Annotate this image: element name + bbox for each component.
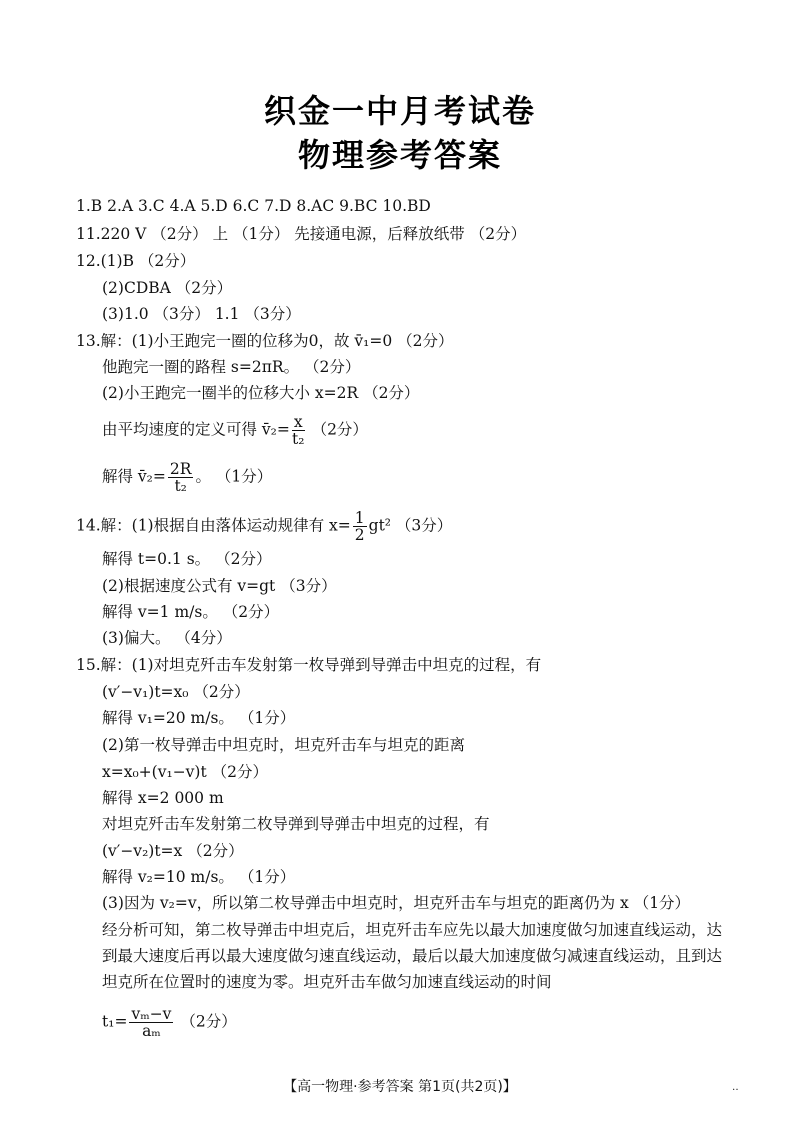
answer-line-q13-1: 13.解：(1)小王跑完一圈的位移为0，故 v̄₁=0 （2分）: [76, 332, 454, 350]
answer-line-q14-3: (2)根据速度公式有 v=gt （3分）: [102, 577, 337, 595]
answer-line-q15-13: 坦克所在位置时的速度为零。坦克歼击车做匀加速直线运动的时间: [102, 973, 552, 991]
corner-mark: ‥: [732, 1082, 739, 1093]
fraction: [129, 1006, 173, 1039]
answer-line-q15-9: 解得 v₂=10 m/s。 （1分）: [102, 868, 296, 886]
fraction: [292, 414, 305, 447]
answer-line-q15-4: (2)第一枚导弹击中坦克时，坦克歼击车与坦克的距离: [102, 736, 465, 754]
fraction-denominator: t₂: [292, 430, 305, 448]
answer-line-q15-7: 对坦克歼击车发射第二枚导弹到导弹击中坦克的过程，有: [102, 815, 490, 833]
answer-line-q15-6: 解得 x=2 000 m: [102, 789, 224, 807]
document-title: 织金一中月考试卷: [263, 92, 536, 130]
answer-line-q15-12: 到最大速度后再以最大速度做匀速直线运动，最后以最大加速度做匀减速直线运动，且到达: [102, 947, 723, 965]
answer-line-q12-1: 12.(1)B （2分）: [76, 252, 196, 270]
answer-line-q15-14: [102, 1006, 237, 1039]
fraction: [168, 461, 194, 494]
answer-line-q14-4: 解得 v=1 m/s。 （2分）: [102, 603, 280, 621]
answer-line-q15-1: 15.解：(1)对坦克歼击车发射第一枚导弹到导弹击中坦克的过程，有: [76, 656, 542, 674]
formula-text: 14.解：(1)根据自由落体运动规律有 x=: [76, 516, 351, 535]
fraction: [353, 510, 367, 543]
score-note: gt² （3分）: [368, 516, 453, 535]
answer-line-choices: 1.B 2.A 3.C 4.A 5.D 6.C 7.D 8.AC 9.BC 10.BD: [76, 197, 431, 215]
answer-line-q13-3: (2)小王跑完一圈半的位移大小 x=2R （2分）: [102, 384, 420, 402]
formula-text: 解得 v̄₂=: [102, 467, 166, 486]
answer-line-q13-5: [102, 461, 272, 494]
fraction-numerator: 1: [354, 509, 365, 527]
answer-line-q15-8: (v′−v₂)t=x （2分）: [102, 842, 244, 860]
fraction-numerator: x: [293, 413, 303, 431]
fraction-denominator: 2: [354, 526, 365, 544]
answer-line-q12-2: (2)CDBA （2分）: [102, 279, 233, 297]
fraction-numerator: vₘ−v: [131, 1005, 172, 1023]
answer-line-q13-4: [102, 414, 368, 447]
answer-line-q15-10: (3)因为 v₂=v，所以第二枚导弹击中坦克时，坦克歼击车与坦克的距离仍为 x （1分）: [102, 894, 691, 912]
fraction-numerator: 2R: [169, 460, 192, 478]
score-note: （2分）: [306, 420, 368, 439]
answer-line-q14-2: 解得 t=0.1 s。 （2分）: [102, 550, 272, 568]
fraction-denominator: t₂: [174, 477, 187, 495]
document-subtitle: 物理参考答案: [297, 136, 502, 174]
answer-line-q15-11: 经分析可知，第二枚导弹击中坦克后，坦克歼击车应先以最大加速度做匀加速直线运动，达: [102, 921, 723, 939]
formula-text: t₁=: [102, 1012, 128, 1031]
answer-line-q15-2: (v′−v₁)t=x₀ （2分）: [102, 683, 250, 701]
answer-line-q14-1: [76, 510, 452, 543]
formula-text: 由平均速度的定义可得 v̄₂=: [102, 420, 290, 439]
answer-line-q15-5: x=x₀+(v₁−v)t （2分）: [102, 763, 268, 781]
score-note: （2分）: [175, 1012, 237, 1031]
fraction-denominator: aₘ: [142, 1022, 161, 1040]
score-note: 。 （1分）: [195, 467, 273, 486]
page-footer: 【高一物理·参考答案 第1页(共2页)】: [283, 1079, 517, 1095]
answer-line-q11: 11.220 V （2分） 上 （1分） 先接通电源，后释放纸带 （2分）: [76, 225, 527, 243]
answer-line-q15-3: 解得 v₁=20 m/s。 （1分）: [102, 709, 296, 727]
answer-line-q12-3: (3)1.0 （3分） 1.1 （3分）: [102, 305, 301, 323]
answer-line-q14-5: (3)偏大。 （4分）: [102, 629, 232, 647]
answer-line-q13-2: 他跑完一圈的路程 s=2πR。 （2分）: [102, 358, 361, 376]
